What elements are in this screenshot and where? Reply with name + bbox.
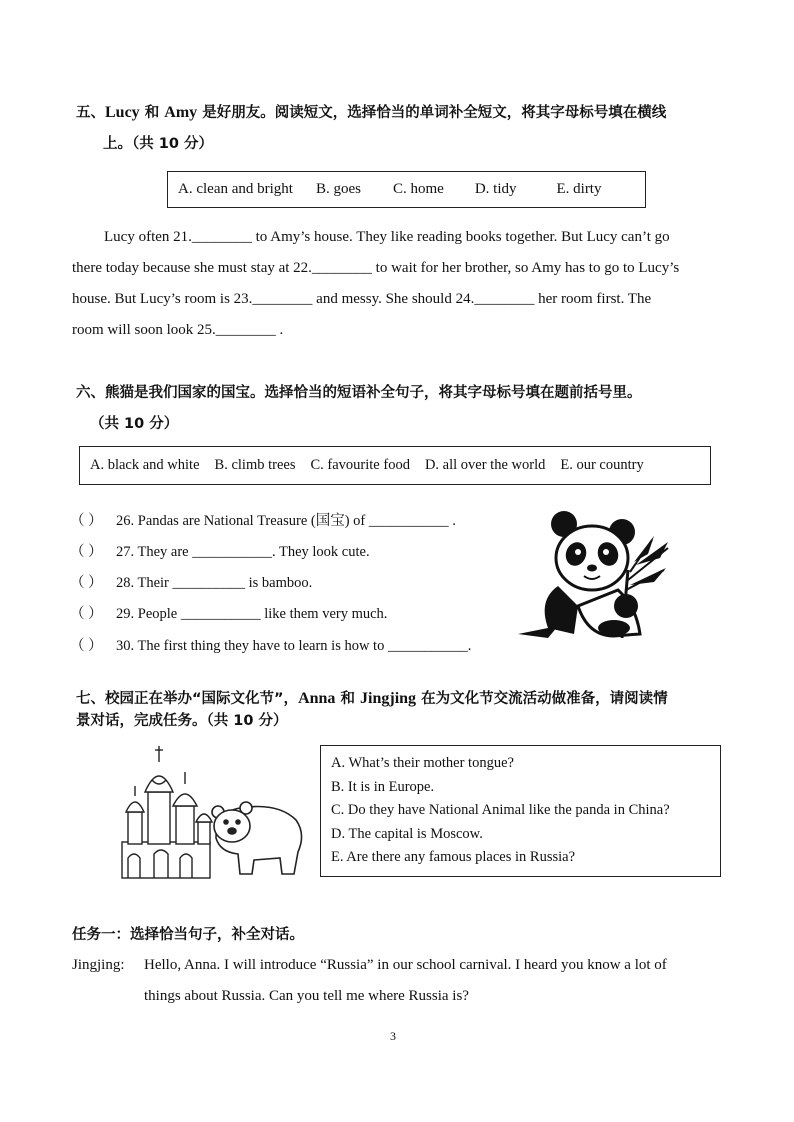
cathedral-icon bbox=[122, 746, 212, 878]
question-30: （ ） 30. The first thing they have to learn is how to ___________. bbox=[70, 634, 471, 655]
option-c: C. home bbox=[392, 181, 444, 197]
option-b: B. climb trees bbox=[214, 457, 296, 473]
passage-line-1: Lucy often 21.________ to Amy’s house. They like reading books together. But Lucy can’t go bbox=[104, 229, 670, 245]
task1-heading: 任务一：选择恰当句子，补全对话。 bbox=[72, 927, 304, 943]
answer-paren[interactable]: （ ） bbox=[70, 575, 103, 591]
dialogue-speaker: Jingjing: bbox=[72, 957, 125, 973]
question-28: （ ） 28. Their __________ is bamboo. bbox=[70, 571, 312, 592]
section5-options-box bbox=[167, 171, 646, 208]
dialogue-line-1: Hello, Anna. I will introduce “Russia” in our school carnival. I heard you know a lot of bbox=[144, 957, 667, 973]
panda-illustration bbox=[518, 510, 670, 640]
section7-heading-line2: 景对话，完成任务。（共 10 分） bbox=[76, 713, 288, 729]
question-29: （ ） 29. People ___________ like them very much. bbox=[70, 602, 387, 623]
section5-heading: 五、Lucy 和 Amy 是好朋友。阅读短文，选择恰当的单词补全短文，将其字母标号填在横线 bbox=[76, 104, 667, 121]
answer-paren[interactable]: （ ） bbox=[70, 606, 103, 622]
section5-heading-line2: 上。（共 10 分） bbox=[103, 136, 214, 152]
section6-heading-line2: （共 10 分） bbox=[90, 416, 179, 432]
option-d: D. all over the world bbox=[424, 457, 546, 473]
answer-paren[interactable]: （ ） bbox=[70, 513, 103, 529]
dialogue-line-2: things about Russia. Can you tell me where Russia is? bbox=[144, 988, 469, 1004]
option-d: D. tidy bbox=[474, 181, 517, 197]
section7-heading: 七、校园正在举办“国际文化节”，Anna 和 Jingjing 在为文化节交流活动做准备，请阅读情 bbox=[76, 690, 668, 707]
bear-icon bbox=[212, 802, 302, 874]
option-c: C. favourite food bbox=[310, 457, 410, 473]
option-e: E. Are there any famous places in Russia? bbox=[331, 849, 576, 865]
russia-illustration bbox=[118, 742, 308, 880]
option-e: E. dirty bbox=[556, 181, 602, 197]
section7-options-box bbox=[320, 745, 721, 877]
option-b: B. goes bbox=[315, 181, 361, 197]
option-a: A. clean and bright bbox=[178, 181, 293, 197]
question-26: （ ） 26. Pandas are National Treasure (国宝) of ___________ . bbox=[70, 509, 456, 530]
passage-line-4: room will soon look 25.________ . bbox=[72, 322, 284, 338]
passage-line-2: there today because she must stay at 22.________ to wait for her brother, so Amy has to go to Lucy’s bbox=[72, 260, 680, 276]
answer-paren[interactable]: （ ） bbox=[70, 638, 103, 654]
question-27: （ ） 27. They are ___________. They look cute. bbox=[70, 540, 370, 561]
option-e: E. our country bbox=[560, 457, 644, 473]
page-number: 3 bbox=[390, 1029, 396, 1043]
section6-heading: 六、熊猫是我们国家的国宝。选择恰当的短语补全句子，将其字母标号填在题前括号里。 bbox=[76, 385, 642, 401]
option-a: A. black and white bbox=[90, 457, 200, 473]
option-d: D. The capital is Moscow. bbox=[331, 825, 483, 842]
answer-paren[interactable]: （ ） bbox=[70, 544, 103, 560]
option-a: A. What’s their mother tongue? bbox=[331, 755, 514, 771]
option-c: C. Do they have National Animal like the panda in China? bbox=[331, 802, 670, 818]
section6-options-box bbox=[79, 446, 711, 485]
option-b: B. It is in Europe. bbox=[331, 778, 435, 795]
passage-line-3: house. But Lucy’s room is 23.________ and messy. She should 24.________ her room first. The bbox=[72, 291, 652, 307]
